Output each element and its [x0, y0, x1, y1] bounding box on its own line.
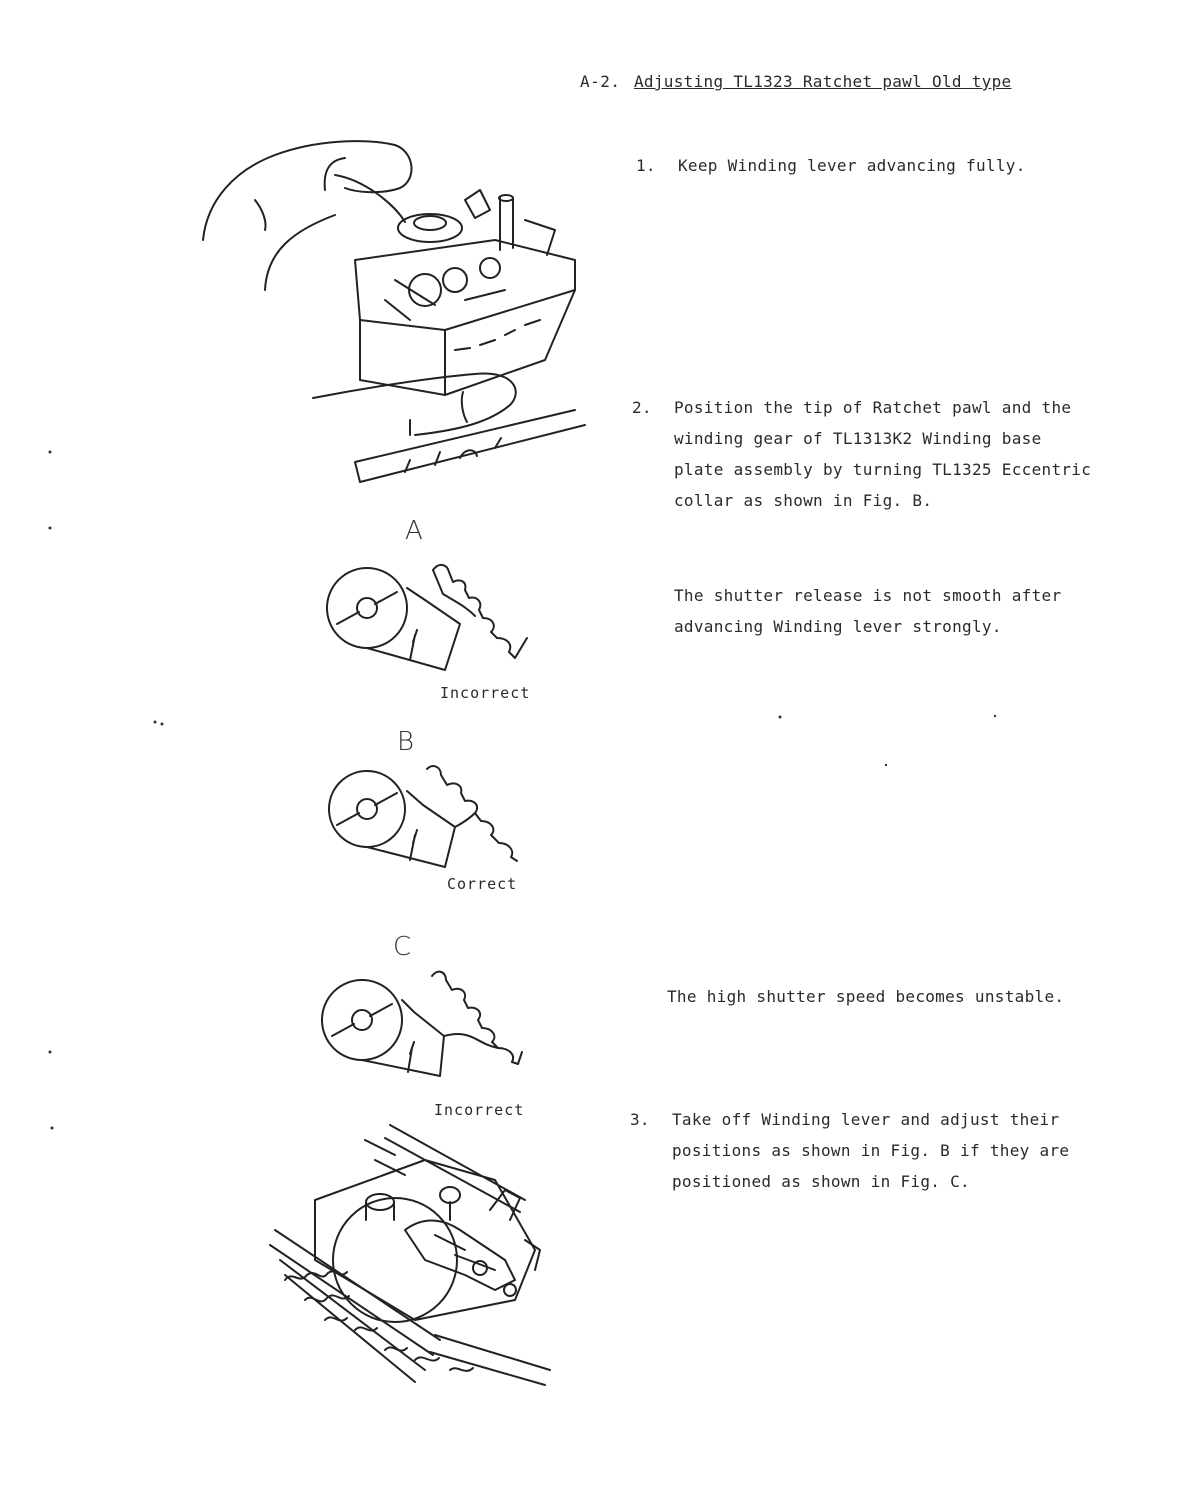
step-3: [630, 1104, 1150, 1204]
step-2: [632, 392, 1152, 522]
figure-b-label: B: [397, 727, 415, 757]
figure-a-caption: Incorrect: [440, 684, 531, 702]
step-2-text: Position the tip of Ratchet pawl and the winding gear of TL1313K2 Winding base plate assembly by turning TL1325 Eccentric collar as shown in Fig. B.: [674, 398, 1092, 510]
step-3-text: Take off Winding lever and adjust their positions as shown in Fig. B if they are positioned as shown in Fig. C.: [672, 1110, 1070, 1191]
figure-a-label: A: [405, 516, 423, 546]
figure-c-diagram: [312, 968, 532, 1088]
step-3-number: 3.: [630, 1110, 650, 1129]
figure-b-diagram: [315, 765, 535, 885]
figure-a-diagram: [315, 560, 535, 680]
step-2-number: 2.: [632, 398, 652, 417]
step-1-number: 1.: [636, 156, 656, 175]
section-number: A-2.: [580, 72, 621, 91]
section-title: Adjusting TL1323 Ratchet pawl Old type: [634, 72, 1012, 91]
figure-c-label: C: [393, 932, 412, 962]
figure-c-caption: Incorrect: [434, 1101, 525, 1119]
figure-c-note: The high shutter speed becomes unstable.: [667, 987, 1065, 1006]
step-1-text: Keep Winding lever advancing fully.: [678, 156, 1026, 175]
winding-base-plate-illustration: [265, 1120, 565, 1390]
step-1: [636, 150, 1156, 185]
figure-b-caption: Correct: [447, 875, 518, 893]
winding-lever-illustration: [195, 130, 595, 490]
figure-a-note: The shutter release is not smooth after advancing Winding lever strongly.: [674, 586, 1062, 636]
